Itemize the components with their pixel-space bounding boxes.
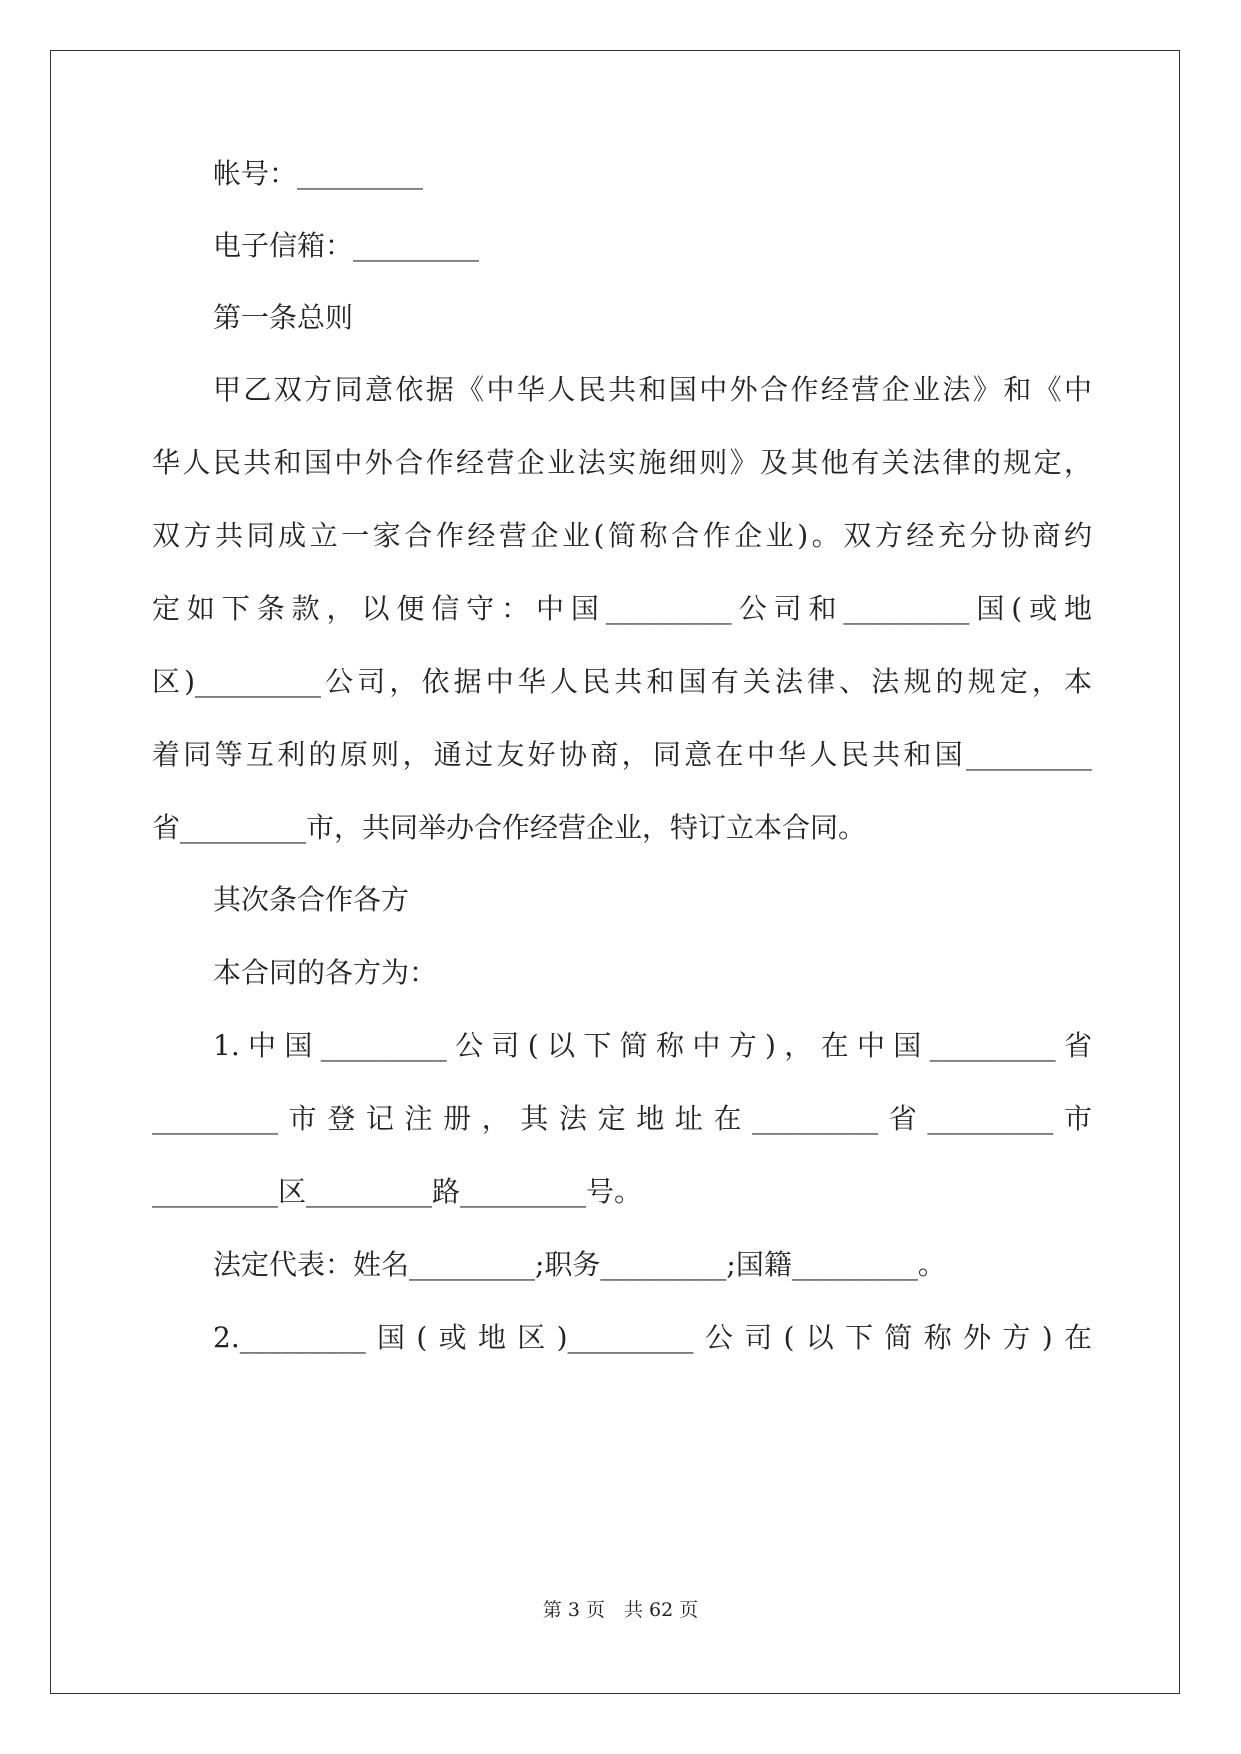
paragraph-line: 着同等互利的原则，通过友好协商，同意在中华人民共和国_________ bbox=[152, 738, 1092, 771]
paragraph-line: 定如下条款，以便信守：中国_________公司和_________国(或地 bbox=[152, 592, 1092, 625]
party-1-line: _________区_________路_________号。 bbox=[152, 1175, 643, 1208]
page-border bbox=[50, 50, 1180, 1694]
paragraph-line: 甲乙双方同意依据《中华人民共和国中外合作经营企业法》和《中 bbox=[213, 373, 1092, 406]
party-1-line: 1.中国_________公司(以下简称中方)，在中国_________省 bbox=[213, 1029, 1092, 1062]
page-number: 第 3 页 共 62 页 bbox=[542, 1599, 699, 1621]
email-line: 电子信箱：_________ bbox=[213, 229, 480, 262]
paragraph-line: 省_________市，共同举办合作经营企业，特订立本合同。 bbox=[152, 811, 867, 844]
party-1-line: _________市登记注册，其法定地址在_________省_________市 bbox=[152, 1102, 1092, 1135]
paragraph-line: 华人民共和国中外合作经营企业法实施细则》及其他有关法律的规定， bbox=[152, 446, 1092, 479]
legal-representative-line: 法定代表：姓名_________;职务_________;国籍_________。 bbox=[213, 1248, 946, 1281]
parties-intro: 本合同的各方为： bbox=[213, 956, 438, 989]
account-line: 帐号：_________ bbox=[213, 157, 424, 190]
article-1-heading: 第一条总则 bbox=[213, 301, 354, 334]
party-2-line: 2._________国(或地区)_________公司(以下简称外方)在 bbox=[213, 1321, 1092, 1354]
article-2-heading: 其次条合作各方 bbox=[213, 883, 410, 916]
paragraph-line: 双方共同成立一家合作经营企业(简称合作企业)。双方经充分协商约 bbox=[152, 519, 1092, 552]
paragraph-line: 区)_________公司，依据中华人民共和国有关法律、法规的规定，本 bbox=[152, 665, 1092, 698]
